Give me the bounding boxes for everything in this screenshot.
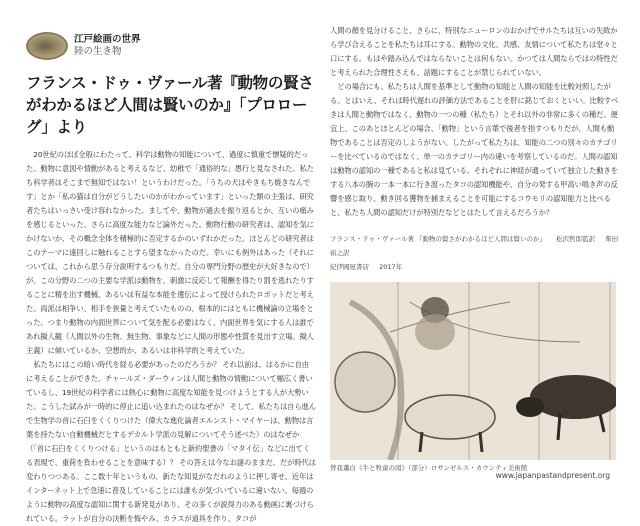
- source-translator: 柴田裕之訳: [330, 235, 619, 257]
- body-paragraph: 20世紀のほぼ全般にわたって、科学は動物の知能について、過度に慎重で懐疑的だった。動物に意図や情動があると考えるなど、幼稚で「通俗的な」愚行と見なされた。私たち科学者はそこまで無知ではない！というわけだった。「うちの犬はやきもち焼きなんです」とか「私の猫は自分がどうしたいのかがわかっています」といった類の主張は、研究者たちはいっさい受け容れなかった。ましてや、動物が過去を振り返るとか、互いの痛みを感じるといった、さらに高度な能力など論外だった。動物行動の研究者は、認知を気にかけないか、その概念全体を積極的に否定するかのいずれかだった。ほとんどの研究者はこのテーマに遠回しに触れることすら望まなかったのだ。幸いにも例外はあった（それについては、これから思う存分説明するつもりだ。自分の専門分野の歴史が大好きなので）が、この分野の二つの主要な学派は動物を、刺激に反応して報酬を得たり罰を逃れたりすることに精を出す機械、あるいは有益な本能を遺伝によって授けられたロボットだと考えた。両派は相争い、相手を狭量と考えていたものの、根本的にはともに機械論の立場をとった。つまり動物の内面世界について気を配る必要はなく、内面世界を気にする人は誰であれ擬人観（人間以外の生物、無生物、事象などに人間の形態や性質を見出す立場。擬人主義）に傾いているか、空想的か、あるいは非科学的と考えていた。: [26, 150, 314, 355]
- website-url: www.japanpastandpresent.org: [495, 471, 610, 480]
- source-year: 2017年: [379, 263, 403, 271]
- source-book: フランス・ドゥ・ヴァール著 『動物の賢さがわかるほど人間は賢いのか』: [330, 235, 547, 243]
- body-paragraph: 人間の顔を見分けること、さらに、特別なニューロンのおかげでサルたちは互いの失敗から学び合えることを私たちは耳にする。動物の文化、共感、友情について私たちは堂々と口にする。もはや踏み込んではならないことは何もない。かつては人間ならではの特性だと考えられた合理性さえも、話題にすることが禁じられていない。: [330, 26, 618, 77]
- series-subtitle: 陸の生き物: [74, 46, 122, 57]
- source-supervisor: 松沢哲郎監訳: [556, 235, 596, 243]
- left-column: [26, 30, 316, 526]
- source-publisher: 紀伊國屋書店: [330, 263, 369, 271]
- right-column: [330, 24, 620, 472]
- series-header: [26, 30, 316, 62]
- painting-thumbnail-icon: [26, 32, 68, 60]
- article-title: フランス・ドゥ・ヴァール著『動物の賢さがわかるほど人間は賢いのか』「プロローグ」より: [26, 74, 314, 136]
- oxen-painting-icon: [330, 282, 616, 460]
- body-paragraph: どの場合にも、私たちは人間を基準として動物の知能と人間の知能を比較対照したがる。とはいえ、それは時代遅れの評価方法であることを肝に銘じておくといい。比較すべきは人間と動物ではなく、動物の一つの種（私たち）とそれ以外の非常に多くの種だ。便宜上、このあとほとんどの場合、「動物」という言葉で後者を指すつもりだが、人間も動物であることは否定のしようがない。したがって私たちは、知能の二つの別々のカテゴリーを比べているのではなく、単一のカテゴリー内の違いを考察しているのだ。人間の認知は動物の認知の一種であると私は見ている。それぞれに神経が通っていて独立した動きをする八本の腕の一本一本に行き渡ったタコの認知機能や、自分の発する甲高い鳴き声の反響を感じ取り、動き回る獲物を捕まえることを可能にするコウモリの認知能力と比べると、私たち人間の認知だけが特別だなどとはたして言えるだろうか？: [330, 82, 619, 217]
- artwork-image: [330, 282, 616, 460]
- figure-caption: 曾我蕭白《牛と牧童の図》（部分）ロサンゼルス・カウンティ美術館: [330, 464, 528, 472]
- series-title: 江戸絵画の世界: [74, 34, 141, 45]
- source-citation: [330, 232, 620, 274]
- body-paragraph: 私たちにはこの暗い時代を経る必要があったのだろうか？ それ以前は、はるかに自由に考えることができた。チャールズ・ダーウィンは人間と動物の情動について幅広く書いているし、19世紀の科学者には熱心に動物に高度な知能を見つけようとする人が大勢いた。こうした試みが一時的に停止に追い込まれたのはなぜか？ そして、私たちは自ら進んで生物学の首に石臼をくくりつけた（偉大な進化論者エルンスト・マイヤーは、動物は言葉を持たない自動機械だとするデカルト学派の見解についてそう述べた）のはなぜか（「首に石臼をくくりつける」というのはもともと新約聖書の「マタイ伝」などに出てくる表現で、重荷を負わせることを意味する）？ その答えは今なお謎のままだ。だが時代は変わりつつある。ここ数十年というもの、新たな知見がなだれのように押し寄せ、近年はインターネット上で急速に普及していることには誰もが気づいているに違いない。毎週のように動物の高度な認知に関する新発見があり、その多くが説得力のある動画に裏づけられている。ラットが自分の決断を悔やみ、カラスが道具を作り、タコが: [26, 360, 316, 523]
